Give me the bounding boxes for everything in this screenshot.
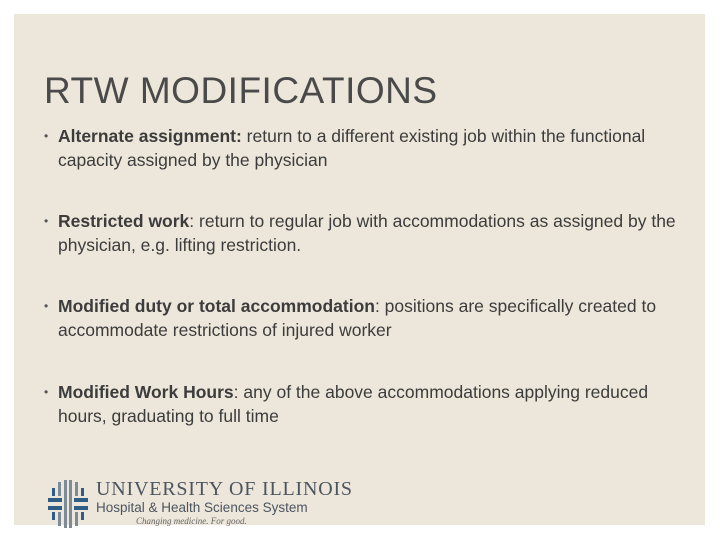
bullet-text: : positions are specifically created to accommodate restrictions of injured worker <box>58 296 657 340</box>
bullet-item-alternate-assignment <box>44 124 684 172</box>
bullet-item-modified-duty <box>44 294 684 342</box>
slide-title: RTW MODIFICATIONS <box>44 70 438 111</box>
bullet-dot: • <box>44 214 49 228</box>
bullet-item-modified-work-hours <box>44 380 684 428</box>
bullet-term: Alternate assignment: <box>58 126 242 146</box>
bullet-text: : return to regular job with accommodations as assigned by the physician, e.g. lifting restriction. <box>58 211 676 255</box>
university-logo <box>36 476 356 536</box>
logo-university-name: UNIVERSITY OF ILLINOIS <box>96 478 353 500</box>
uic-health-logo-icon <box>48 480 88 528</box>
bullet-dot: • <box>44 299 49 313</box>
logo-system-name: Hospital & Health Sciences System <box>96 500 308 515</box>
bullet-list <box>44 124 684 468</box>
bullet-text: : any of the above accommodations applying reduced hours, graduating to full time <box>58 382 649 426</box>
logo-tagline: Changing medicine. For good. <box>136 516 247 526</box>
slide <box>14 14 705 525</box>
logo-text <box>96 478 353 527</box>
bullet-dot: • <box>44 129 49 143</box>
bullet-item-restricted-work <box>44 209 684 257</box>
bullet-term: Restricted work <box>58 211 190 231</box>
bullet-dot: • <box>44 385 49 399</box>
bullet-text: return to a different existing job within the functional capacity assigned by the physician <box>58 126 646 170</box>
bullet-term: Modified Work Hours <box>58 382 234 402</box>
bullet-term: Modified duty or total accommodation <box>58 296 375 316</box>
